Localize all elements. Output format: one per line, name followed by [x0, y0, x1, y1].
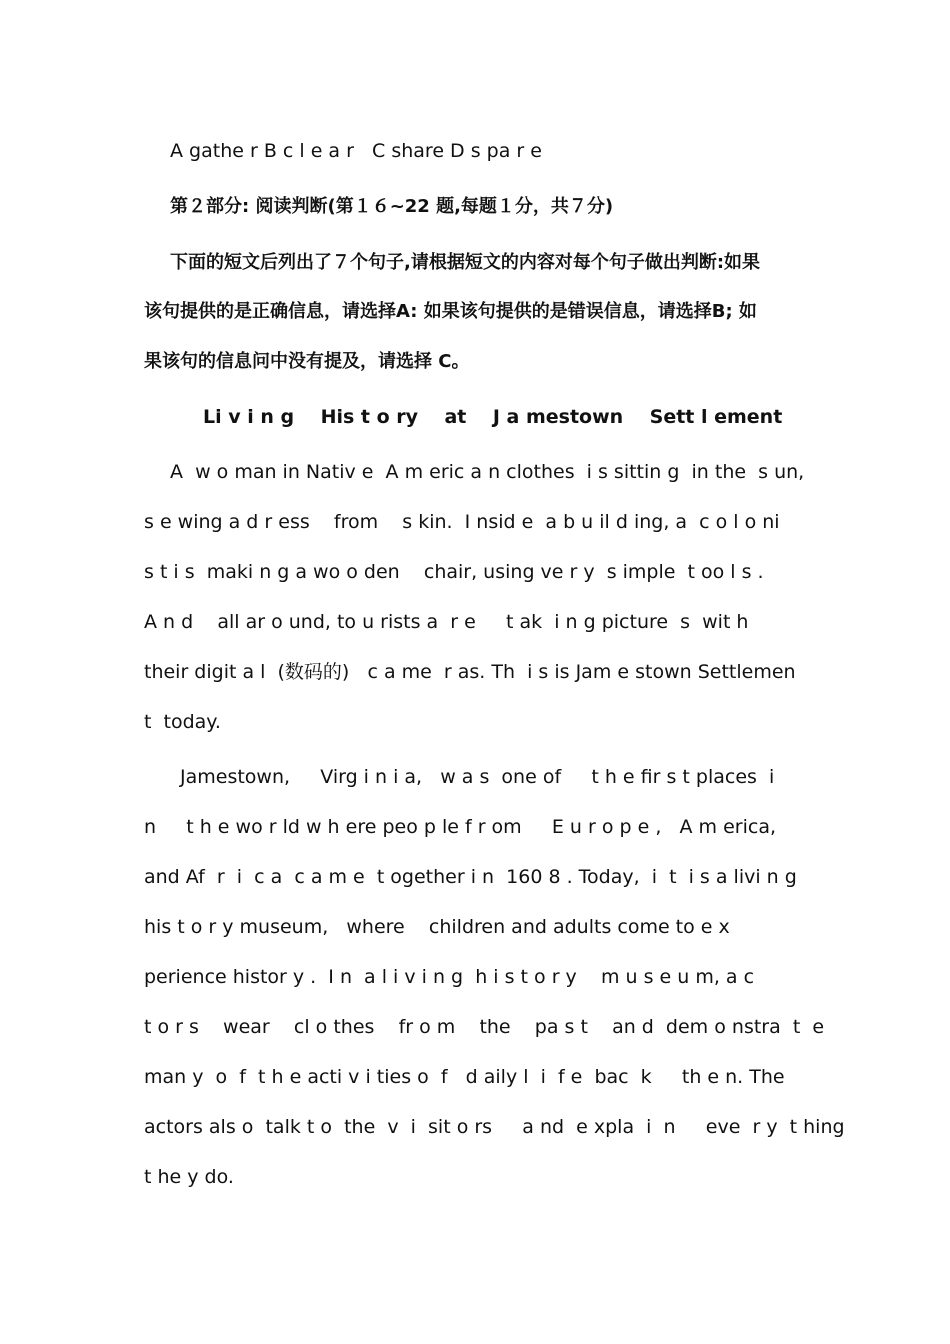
paragraph-2-line: Jamestown, Virg i n i a, w a s one of t h e fir s t places i [180, 766, 775, 788]
answer-options-line: A gathe r B c l e a r C share D s pa r e [170, 140, 542, 162]
instructions-line-2: 该句提供的是正确信息，请选择A: 如果该句提供的是错误信息，请选择B; 如 [144, 301, 757, 322]
instructions-line-3: 果该句的信息问中没有提及，请选择 C。 [144, 351, 470, 372]
paragraph-1-line: their digit a l (数码的) c a me r as. Th i s is Jam e stown Settlemen [144, 661, 796, 683]
paragraph-1-line: A w o man in Nativ e A m eric a n clothes i s sittin g in the s un, [170, 461, 805, 483]
paragraph-1-line: s t i s maki n g a wo o den chair, using ve r y s imple t oo l s . [144, 561, 764, 583]
section-title: 第２部分: 阅读判断(第１６~22 题,每题１分，共７分) [170, 196, 614, 217]
paragraph-2-line: t he y do. [144, 1166, 234, 1188]
paragraph-2-line: man y o f t h e acti v i ties o f d aily l i f e bac k th e n. The [144, 1066, 785, 1088]
instructions-line-1: 下面的短文后列出了７个句子,请根据短文的内容对每个句子做出判断:如果 [170, 252, 761, 273]
paragraph-2-line: his t o r y museum, where children and adults come to e x [144, 916, 730, 938]
paragraph-1-line: t today. [144, 711, 221, 733]
paragraph-2-line: n t h e wo r ld w h ere peo p le f r om E u r o p e , A m erica, [144, 816, 777, 838]
paragraph-2-line: perience histor y . I n a l i v i n g h i s t o r y m u s e u m, a c [144, 966, 755, 988]
paragraph-2-line: and Af r i c a c a m e t ogether i n 160 8 . Today, i t i s a livi n g [144, 866, 797, 888]
article-title: Li v i n g His t o ry at J a mestown Sett l ement [203, 406, 783, 428]
paragraph-2-line: actors als o talk t o the v i sit o rs a nd e xpla i n eve r y t hing [144, 1116, 845, 1138]
paragraph-2-line: t o r s wear cl o thes fr o m the pa s t an d dem o nstra t e [144, 1016, 825, 1038]
paragraph-1-line: A n d all ar o und, to u rists a r e t ak i n g picture s wit h [144, 611, 749, 633]
paragraph-1-line: s e wing a d r ess from s kin. I nsid e a b u il d ing, a c o l o ni [144, 511, 780, 533]
